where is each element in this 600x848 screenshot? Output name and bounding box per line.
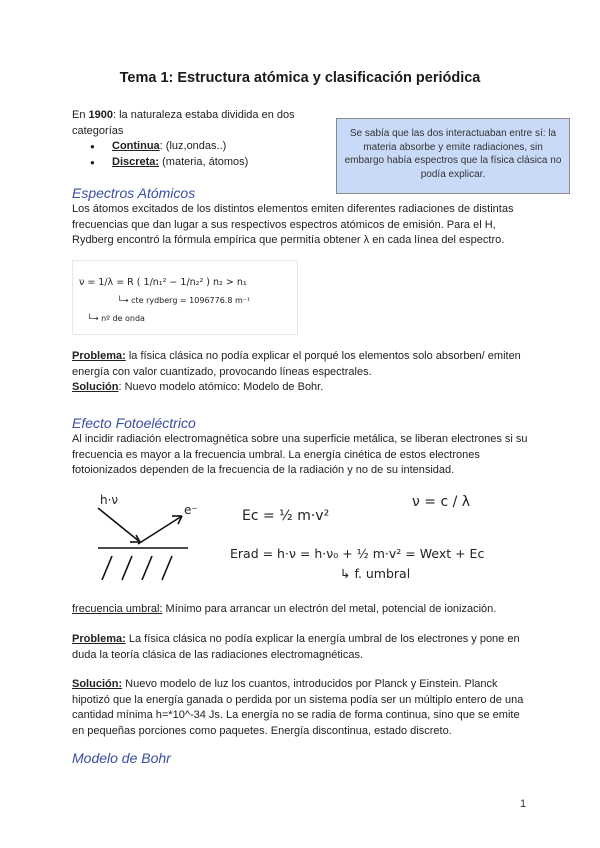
solucion-label: Solución: (72, 678, 123, 690)
hatch-line (142, 556, 152, 580)
category-label: Continua (112, 140, 160, 152)
espectros-solucion (72, 380, 528, 396)
intro-prefix: En (72, 109, 89, 121)
page-number: 1 (520, 798, 527, 810)
fotoelectrico-solucion (72, 677, 528, 739)
category-list (72, 139, 312, 170)
page-title: Tema 1: Estructura atómica y clasificación periódica (119, 70, 481, 86)
solucion-label: Solución (72, 381, 119, 393)
list-item (72, 139, 312, 155)
section-heading-bohr: Modelo de Bohr (72, 750, 171, 766)
velocity-formula: ν = c / λ (412, 494, 471, 510)
solucion-text: : Nuevo modelo atómico: Modelo de Bohr. (118, 381, 324, 393)
formula-line1: ν = 1/λ = R ( 1/n₁² − 1/n₂² ) n₂ > n₁ (79, 277, 247, 288)
espectros-problema (72, 349, 528, 380)
note-box: Se sabía que las dos interactuaban entre sí: la materia absorbe y emite radiaciones, sin embargo había espectros que la física clásica no podía explicar. (336, 118, 570, 194)
electron-label: e⁻ (184, 503, 198, 517)
intro-paragraph (72, 108, 312, 170)
problema-text: la física clásica no podía explicar el porqué los elementos solo absorben/ emiten energía con valor cuantizado, provocando líneas espectrales. (72, 350, 521, 378)
category-text: : (luz,ondas..) (159, 140, 227, 152)
hatch-line (102, 556, 112, 580)
erad-formula: Erad = h·ν = h·ν₀ + ½ m·v² = Wext + Ec (230, 546, 485, 561)
fotoelectrico-problema (72, 632, 528, 663)
list-item (72, 155, 312, 171)
frecuencia-umbral-definition (72, 602, 528, 618)
solucion-text: Nuevo modelo de luz los cuantos, introducidos por Planck y Einstein. Planck hipotizó que la energía ganada o perdida por un sistema podía ser un múltiplo entero de una cantidad mínima h=*10^-34 Js. La energía no se radia de forma continua, sino que se emite en pequeñas porciones como paquetes. Energía discontinua, estado discreto. (72, 678, 524, 737)
hatch-line (162, 556, 172, 580)
umbral-label: frecuencia umbral: (72, 603, 163, 615)
hatch-line (122, 556, 132, 580)
photoelectric-sketch (72, 480, 528, 592)
intro-text: : la naturaleza estaba dividida en dos categorías (72, 109, 295, 137)
category-text: (materia, átomos) (159, 155, 249, 168)
umbral-note: ↳ f. umbral (340, 566, 411, 581)
formula-line2: └→ cte rydberg = 1096776.8 m⁻¹ (117, 296, 251, 305)
section-heading-fotoelectrico: Efecto Fotoeléctrico (72, 415, 196, 431)
umbral-text: Mínimo para arrancar un electrón del metal, potencial de ionización. (162, 603, 497, 615)
incident-ray (98, 508, 140, 542)
electron-ray (138, 516, 182, 544)
problema-label: Problema: (72, 633, 126, 645)
hv-label: h·ν (100, 493, 119, 507)
fotoelectrico-paragraph: Al incidir radiación electromagnética sobre una superficie metálica, se liberan electrones si su frecuencia es mayor a la frecuencia umbral. La energía cinética de estos electrones fotoionizados dependen de la frecuencia de la radiación y no de su intensidad. (72, 433, 528, 476)
espectros-paragraph: Los átomos excitados de los distintos elementos emiten diferentes radiaciones de distintas frecuencias que dan lugar a sus respectivos espectros atómicos de emisión. Para el H, Rydberg encontró la fórmula empírica que permitía obtener λ en cada línea del espectro. (72, 203, 514, 246)
rydberg-formula-image (72, 260, 298, 335)
problema-text: La física clásica no podía explicar la energía umbral de los electrones y pone en duda la teoría clásica de las radiaciones electromagnéticas. (72, 633, 520, 661)
ec-formula: Ec = ½ m·v² (242, 508, 330, 524)
intro-year: 1900 (88, 109, 113, 121)
section-heading-espectros: Espectros Atómicos (72, 185, 196, 201)
problema-label: Problema: (72, 350, 126, 362)
category-label: Discreta: (112, 155, 160, 168)
rydberg-formula-svg (73, 261, 297, 334)
formula-line3: └→ nº de onda (87, 314, 145, 323)
